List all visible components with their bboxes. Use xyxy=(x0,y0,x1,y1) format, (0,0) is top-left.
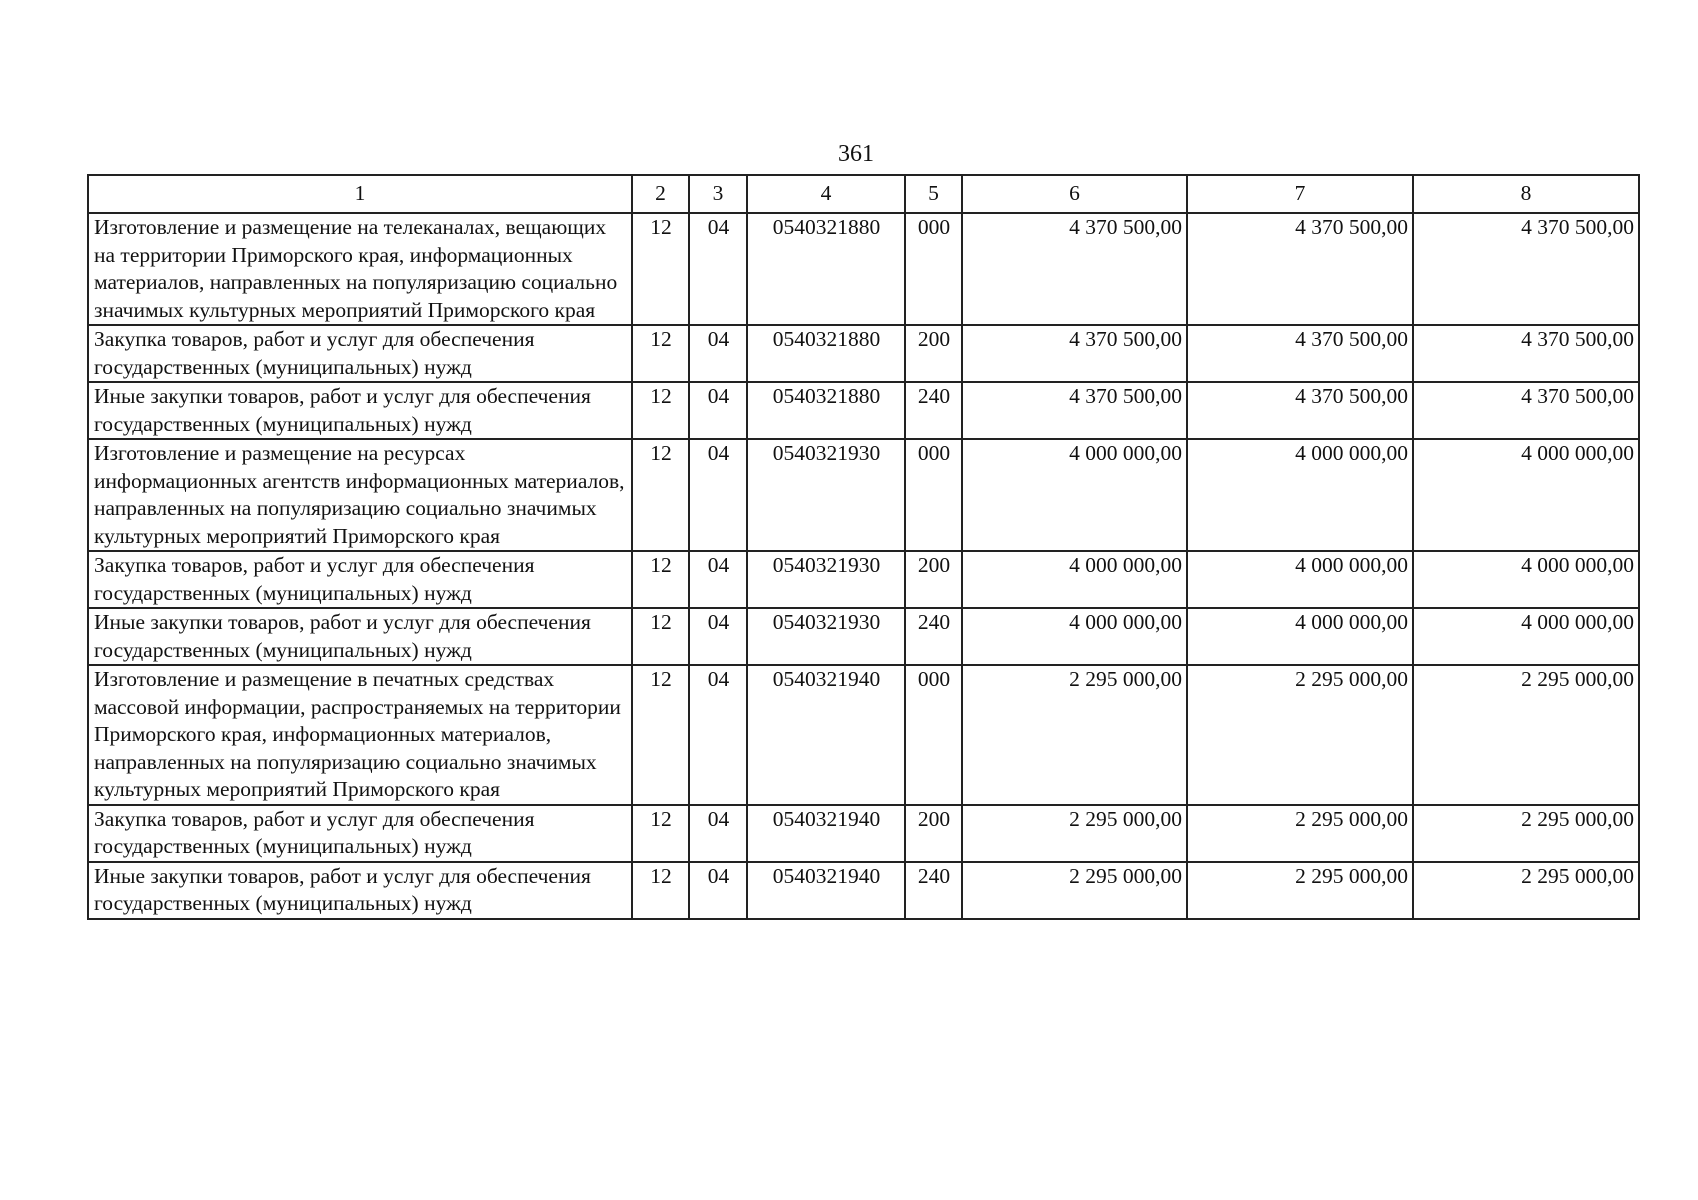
target-article-code: 0540321880 xyxy=(747,213,905,325)
amount-col-7: 4 370 500,00 xyxy=(1187,382,1413,439)
amount-col-8: 4 000 000,00 xyxy=(1413,551,1639,608)
row-name: Иные закупки товаров, работ и услуг для обеспечения государственных (муниципальных) нужд xyxy=(88,608,632,665)
amount-col-7: 4 370 500,00 xyxy=(1187,213,1413,325)
budget-table xyxy=(87,174,1640,920)
row-name: Иные закупки товаров, работ и услуг для обеспечения государственных (муниципальных) нужд xyxy=(88,382,632,439)
subsection-code: 04 xyxy=(689,325,747,382)
amount-col-7: 4 000 000,00 xyxy=(1187,551,1413,608)
amount-col-8: 4 370 500,00 xyxy=(1413,325,1639,382)
expense-type-code: 240 xyxy=(905,608,962,665)
row-name: Изготовление и размещение в печатных средствах массовой информации, распространяемых на территории Приморского края, информационных материалов, направленных на популяризацию социально значимых культурных мероприятий Приморского края xyxy=(88,665,632,805)
row-name: Закупка товаров, работ и услуг для обеспечения государственных (муниципальных) нужд xyxy=(88,551,632,608)
row-name: Изготовление и размещение на ресурсах информационных агентств информационных материалов, направленных на популяризацию социально значимых культурных мероприятий Приморского края xyxy=(88,439,632,551)
subsection-code: 04 xyxy=(689,439,747,551)
table-row xyxy=(88,551,1639,608)
expense-type-code: 000 xyxy=(905,213,962,325)
section-code: 12 xyxy=(632,382,689,439)
table-row xyxy=(88,213,1639,325)
section-code: 12 xyxy=(632,608,689,665)
amount-col-8: 4 370 500,00 xyxy=(1413,213,1639,325)
expense-type-code: 200 xyxy=(905,325,962,382)
expense-type-code: 240 xyxy=(905,382,962,439)
amount-col-6: 4 370 500,00 xyxy=(962,213,1187,325)
page-number: 361 xyxy=(838,141,874,167)
amount-col-7: 2 295 000,00 xyxy=(1187,665,1413,805)
amount-col-8: 2 295 000,00 xyxy=(1413,862,1639,919)
expense-type-code: 000 xyxy=(905,439,962,551)
table-row xyxy=(88,325,1639,382)
header-row xyxy=(88,175,1639,213)
subsection-code: 04 xyxy=(689,665,747,805)
row-name: Закупка товаров, работ и услуг для обеспечения государственных (муниципальных) нужд xyxy=(88,805,632,862)
table-row xyxy=(88,862,1639,919)
subsection-code: 04 xyxy=(689,805,747,862)
amount-col-8: 4 000 000,00 xyxy=(1413,608,1639,665)
subsection-code: 04 xyxy=(689,608,747,665)
amount-col-7: 2 295 000,00 xyxy=(1187,805,1413,862)
target-article-code: 0540321940 xyxy=(747,665,905,805)
target-article-code: 0540321940 xyxy=(747,805,905,862)
amount-col-6: 4 370 500,00 xyxy=(962,382,1187,439)
amount-col-8: 2 295 000,00 xyxy=(1413,665,1639,805)
subsection-code: 04 xyxy=(689,382,747,439)
target-article-code: 0540321930 xyxy=(747,608,905,665)
expense-type-code: 200 xyxy=(905,551,962,608)
amount-col-6: 4 000 000,00 xyxy=(962,608,1187,665)
amount-col-7: 4 370 500,00 xyxy=(1187,325,1413,382)
subsection-code: 04 xyxy=(689,551,747,608)
target-article-code: 0540321880 xyxy=(747,325,905,382)
amount-col-8: 2 295 000,00 xyxy=(1413,805,1639,862)
target-article-code: 0540321940 xyxy=(747,862,905,919)
amount-col-7: 2 295 000,00 xyxy=(1187,862,1413,919)
section-code: 12 xyxy=(632,213,689,325)
amount-col-6: 4 000 000,00 xyxy=(962,439,1187,551)
amount-col-6: 2 295 000,00 xyxy=(962,862,1187,919)
amount-col-8: 4 370 500,00 xyxy=(1413,382,1639,439)
subsection-code: 04 xyxy=(689,862,747,919)
amount-col-8: 4 000 000,00 xyxy=(1413,439,1639,551)
amount-col-6: 4 000 000,00 xyxy=(962,551,1187,608)
target-article-code: 0540321930 xyxy=(747,439,905,551)
row-name: Изготовление и размещение на телеканалах, вещающих на территории Приморского края, информационных материалов, направленных на популяризацию социально значимых культурных мероприятий Приморского края xyxy=(88,213,632,325)
section-code: 12 xyxy=(632,439,689,551)
column-header-5: 5 xyxy=(905,175,962,213)
amount-col-7: 4 000 000,00 xyxy=(1187,439,1413,551)
expense-type-code: 000 xyxy=(905,665,962,805)
amount-col-7: 4 000 000,00 xyxy=(1187,608,1413,665)
section-code: 12 xyxy=(632,551,689,608)
section-code: 12 xyxy=(632,665,689,805)
section-code: 12 xyxy=(632,325,689,382)
table-row xyxy=(88,439,1639,551)
column-header-3: 3 xyxy=(689,175,747,213)
target-article-code: 0540321880 xyxy=(747,382,905,439)
amount-col-6: 2 295 000,00 xyxy=(962,805,1187,862)
column-header-4: 4 xyxy=(747,175,905,213)
column-header-8: 8 xyxy=(1413,175,1639,213)
section-code: 12 xyxy=(632,862,689,919)
column-header-6: 6 xyxy=(962,175,1187,213)
amount-col-6: 4 370 500,00 xyxy=(962,325,1187,382)
table-row xyxy=(88,382,1639,439)
table-row xyxy=(88,805,1639,862)
section-code: 12 xyxy=(632,805,689,862)
expense-type-code: 240 xyxy=(905,862,962,919)
target-article-code: 0540321930 xyxy=(747,551,905,608)
column-header-1: 1 xyxy=(88,175,632,213)
column-header-2: 2 xyxy=(632,175,689,213)
amount-col-6: 2 295 000,00 xyxy=(962,665,1187,805)
table-row xyxy=(88,608,1639,665)
subsection-code: 04 xyxy=(689,213,747,325)
row-name: Закупка товаров, работ и услуг для обеспечения государственных (муниципальных) нужд xyxy=(88,325,632,382)
table-row xyxy=(88,665,1639,805)
row-name: Иные закупки товаров, работ и услуг для обеспечения государственных (муниципальных) нужд xyxy=(88,862,632,919)
column-header-7: 7 xyxy=(1187,175,1413,213)
expense-type-code: 200 xyxy=(905,805,962,862)
